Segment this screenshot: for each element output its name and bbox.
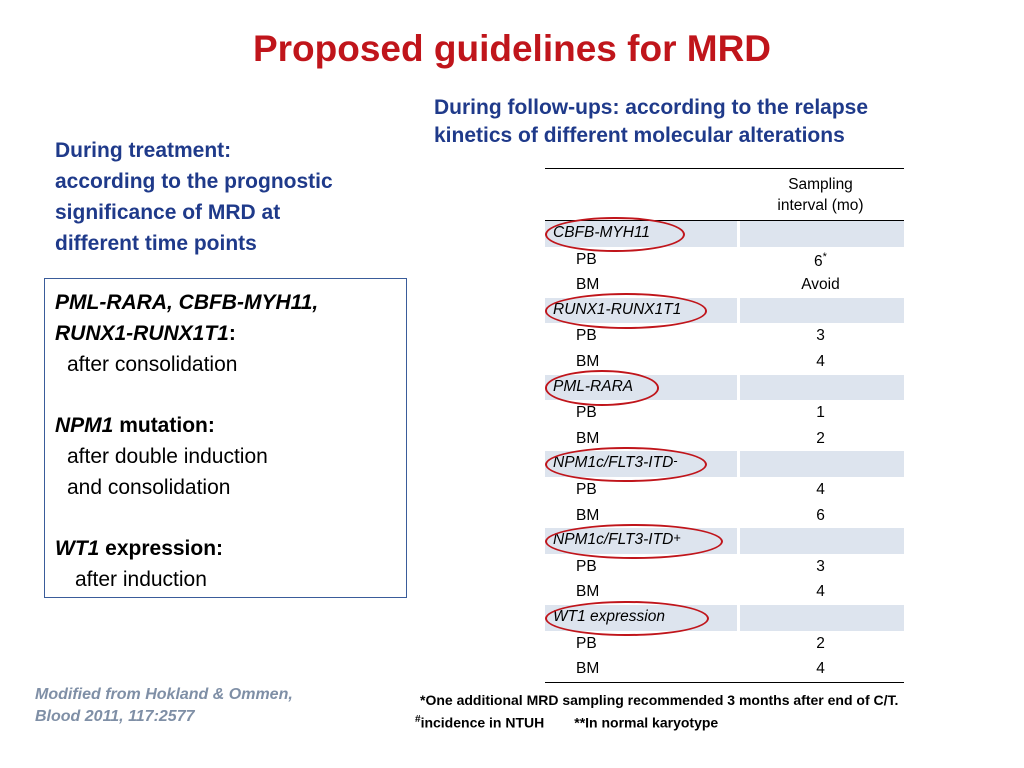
interval-number: 6 <box>816 506 825 524</box>
wt1-timepoint: after induction <box>75 568 207 591</box>
followup-heading-line: During follow-ups: according to the relapse <box>434 96 869 119</box>
footnote-line-2 <box>415 710 893 733</box>
wt1-title: WT1 <box>55 537 100 560</box>
sample-type: BM <box>576 429 600 447</box>
column-split <box>737 605 740 631</box>
sample-row <box>545 323 904 349</box>
sample-row <box>545 400 904 426</box>
marker-group-row <box>545 298 904 324</box>
hash-mark: # <box>415 714 421 725</box>
wt1-title-rest: expression: <box>99 537 224 560</box>
treatment-heading-line: different time points <box>55 232 257 255</box>
followup-heading-line: kinetics of different molecular alterations <box>434 124 845 147</box>
interval-number: 4 <box>816 352 825 370</box>
marker-group-row <box>545 221 904 247</box>
sample-type: PB <box>576 557 597 575</box>
interval-number: Avoid <box>801 276 840 294</box>
marker-group-row <box>545 375 904 401</box>
marker-name: NPM1c/FLT3-ITD <box>553 454 674 472</box>
source-citation <box>35 684 395 728</box>
interval-number: 4 <box>816 660 825 678</box>
interval-value <box>737 635 904 653</box>
interval-column-header <box>737 174 904 216</box>
interval-value <box>737 660 904 678</box>
sample-row <box>545 349 904 375</box>
interval-number: 4 <box>816 480 825 498</box>
footnote-karyotype: **In normal karyotype <box>574 714 719 731</box>
followup-heading <box>434 94 994 150</box>
source-line: Blood 2011, 117:2577 <box>35 708 195 725</box>
sample-type: BM <box>576 276 600 294</box>
interval-value <box>737 251 904 271</box>
sampling-interval-table <box>545 168 904 683</box>
asterisk-mark: * <box>822 250 827 263</box>
npm1-timepoint-1: after double induction <box>67 445 268 468</box>
sample-type: BM <box>576 506 600 524</box>
interval-number: 2 <box>816 634 825 652</box>
treatment-heading-line: according to the prognostic <box>55 170 333 193</box>
marker-name: PML-RARA <box>553 377 634 395</box>
sample-row <box>545 579 904 605</box>
npm1-timepoint-2: and consolidation <box>67 476 231 499</box>
sample-row <box>545 503 904 529</box>
interval-value <box>737 507 904 525</box>
header-line: Sampling <box>788 176 853 193</box>
marker-sign: - <box>673 453 678 469</box>
column-split <box>737 528 740 554</box>
sample-row <box>545 554 904 580</box>
npm1-group <box>55 410 396 503</box>
interval-value <box>737 558 904 576</box>
interval-value <box>737 327 904 345</box>
fusion-gene-group <box>55 287 396 380</box>
marker-group-row <box>545 605 904 631</box>
fusion-genes-title: PML-RARA, CBFB-MYH11, <box>55 291 319 314</box>
footnote-line-1: *One additional MRD sampling recommended 3 months after end of C/T. <box>420 692 899 708</box>
slide-title: Proposed guidelines for MRD <box>252 28 772 69</box>
header-line: interval (mo) <box>777 197 864 214</box>
interval-number: 6 <box>814 252 823 270</box>
sample-row <box>545 426 904 452</box>
sample-row <box>545 477 904 503</box>
source-line: Modified from Hokland & Ommen, <box>35 686 293 703</box>
marker-name: NPM1c/FLT3-ITD <box>553 531 674 549</box>
column-split <box>737 375 740 401</box>
interval-number: 3 <box>816 327 825 345</box>
sample-type: PB <box>576 480 597 498</box>
footnote <box>415 690 899 733</box>
interval-number: 2 <box>816 429 825 447</box>
marker-sign: + <box>673 530 681 546</box>
treatment-heading <box>55 135 405 259</box>
fusion-timepoint: after consolidation <box>67 353 238 376</box>
interval-value <box>737 430 904 448</box>
marker-name: CBFB-MYH11 <box>553 224 651 241</box>
npm1-title: NPM1 <box>55 414 114 437</box>
marker-name: WT1 expression <box>553 607 665 625</box>
sample-type: PB <box>576 404 597 422</box>
sample-type: BM <box>576 352 600 370</box>
sample-row <box>545 631 904 657</box>
column-split <box>737 221 740 247</box>
sample-row <box>545 272 904 298</box>
treatment-timepoints-box <box>44 278 407 598</box>
sample-row <box>545 247 904 273</box>
table-bottom-rule <box>545 682 904 683</box>
column-split <box>737 451 740 477</box>
interval-value <box>737 583 904 601</box>
column-split <box>737 298 740 324</box>
interval-number: 3 <box>816 557 825 575</box>
treatment-heading-line: significance of MRD at <box>55 201 281 224</box>
footnote-incidence: incidence in NTUH <box>420 714 545 731</box>
sample-type: PB <box>576 327 597 345</box>
fusion-genes-title-2: RUNX1-RUNX1T1 <box>55 322 229 345</box>
interval-value <box>737 481 904 499</box>
interval-value <box>737 404 904 422</box>
marker-group-row <box>545 528 904 554</box>
table-body <box>545 221 904 682</box>
interval-number: 4 <box>816 583 825 601</box>
interval-number: 1 <box>816 404 825 422</box>
interval-value <box>737 353 904 371</box>
npm1-title-rest: mutation: <box>113 414 215 437</box>
interval-value <box>737 276 904 294</box>
marker-group-row <box>545 451 904 477</box>
sample-type: BM <box>576 660 600 678</box>
treatment-heading-line: During treatment: <box>55 139 232 162</box>
wt1-group <box>55 533 396 595</box>
table-header <box>545 168 904 221</box>
sample-type: PB <box>576 634 597 652</box>
sample-type: BM <box>576 583 600 601</box>
sample-type: PB <box>576 250 597 268</box>
sample-row <box>545 656 904 682</box>
marker-name: RUNX1-RUNX1T1 <box>553 300 682 318</box>
colon: : <box>228 322 236 345</box>
